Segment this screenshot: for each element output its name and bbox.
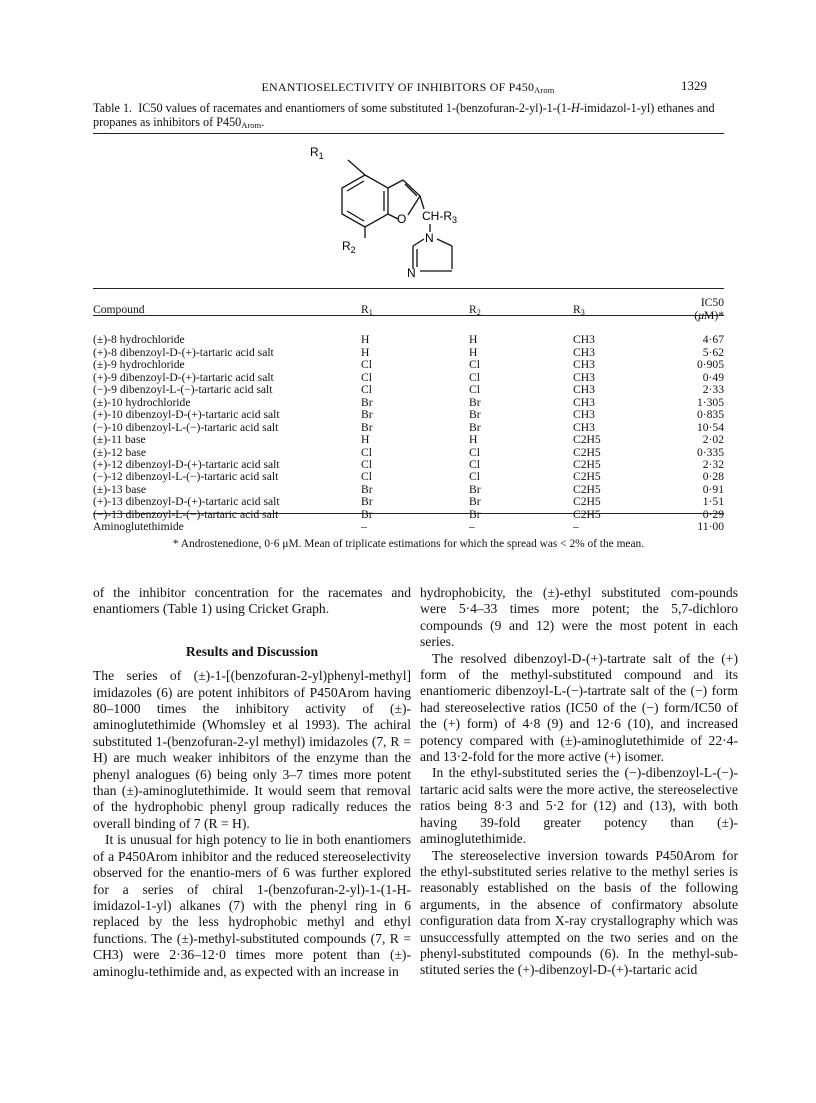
page-number: 1329 — [681, 78, 707, 93]
svg-text:O: O — [397, 212, 407, 226]
cell-r1: Cl — [361, 383, 372, 397]
cell-r2: Cl — [469, 370, 480, 384]
cell-r3: CH3 — [573, 370, 595, 384]
cell-r3: CH3 — [573, 345, 595, 359]
running-head: ENANTIOSELECTIVITY OF INHIBITORS OF $P450_{Arom}$ — [261, 80, 555, 95]
cell-r3: C2H5 — [573, 495, 601, 509]
cell-r3: CH3 — [573, 420, 595, 434]
table-row — [93, 384, 724, 396]
table-row — [93, 496, 724, 508]
cell-r1: Br — [361, 420, 373, 434]
cell-r3: CH3 — [573, 333, 595, 347]
cell-r2: Cl — [469, 457, 480, 471]
cell-ic50: 2·32 — [702, 457, 724, 471]
cell-r2: Cl — [469, 445, 480, 459]
paragraph: The resolved dibenzoyl-D-(+)-tartrate salt of the (+) form of the methyl-substituted compound and its enantiomeric dibenzoyl-L-(−)-tartrate salt of the (−) form had stereoselective ratios (IC50 of the (−) form/IC50 of the (+) form) of 4·8 (9) and 12·6 (10), and increased potency compared with (±)-aminoglutethimide of 22·4- and 13·2-fold for the more active (+) isomer. — [420, 650, 738, 765]
cell-compound: (±)-9 hydrochloride — [93, 358, 185, 372]
cell-compound: (±)-11 base — [93, 433, 146, 447]
svg-text:N: N — [425, 231, 434, 245]
cell-ic50: 0·28 — [702, 470, 724, 484]
cell-compound: (±)-8 hydrochloride — [93, 333, 185, 347]
cell-compound: (±)-13 base — [93, 482, 147, 496]
cell-r2: Br — [469, 482, 481, 496]
col-r1: $R_1$ — [361, 302, 373, 317]
ic50-table — [93, 296, 724, 534]
cell-r1: Cl — [361, 358, 372, 372]
table-bottom-rule — [93, 513, 724, 514]
table-top-rule — [93, 133, 724, 134]
cell-compound: (+)-10 dibenzoyl-D-(+)-tartaric acid salt — [93, 408, 280, 422]
table-row — [93, 422, 724, 434]
cell-compound: (+)-8 dibenzoyl-D-(+)-tartaric acid salt — [93, 345, 274, 359]
cell-r3: C2H5 — [573, 482, 601, 496]
cell-r2: Cl — [469, 358, 480, 372]
cell-r3: C2H5 — [573, 470, 601, 484]
table-row — [93, 471, 724, 483]
paragraph: hydrophobicity, the (±)-ethyl substituted com-pounds were 5·4–33 times more potent; the 5,7-dichloro compounds (9 and 12) were the most potent in each series. — [420, 585, 738, 650]
table-row — [93, 509, 724, 521]
cell-compound: (±)-12 base — [93, 445, 147, 459]
table-row — [93, 359, 724, 371]
cell-r2: Br — [469, 495, 481, 509]
col-r3: $R_3$ — [573, 302, 585, 317]
cell-r1: Cl — [361, 370, 372, 384]
cell-r2: Br — [469, 507, 481, 521]
table-row — [93, 347, 724, 359]
cell-r2: Br — [469, 395, 481, 409]
table-row — [93, 409, 724, 421]
cell-compound: Aminoglutethimide — [93, 520, 184, 534]
table-row — [93, 434, 724, 446]
cell-r2: H — [469, 345, 478, 359]
cell-r1: Br — [361, 395, 373, 409]
cell-ic50: 0·91 — [702, 482, 724, 496]
cell-r3: CH3 — [573, 408, 595, 422]
cell-r2: Br — [469, 408, 481, 422]
cell-r1: Br — [361, 482, 373, 496]
cell-ic50: 0·905 — [696, 358, 724, 372]
table-footnote: * Androstenedione, 0·6 μM. Mean of triplicate estimations for which the spread was < 2% of the mean. — [172, 538, 645, 550]
cell-ic50: 1·305 — [696, 395, 724, 409]
cell-r1: Cl — [361, 470, 372, 484]
cell-r3: CH3 — [573, 383, 595, 397]
chemical-structure — [300, 143, 500, 283]
cell-r3: C2H5 — [573, 507, 601, 521]
table-caption: Table 1. IC50 values of racemates and enantiomers of some substituted 1-(benzofuran-2-yl)-1-(1-H-imidazol-1-yl) ethanes and propanes as inhibitors of $P450_{Arom}$. — [93, 101, 715, 130]
cell-r1: H — [361, 333, 370, 347]
svg-text:R2: $R_2$ — [342, 239, 356, 255]
body-column-left — [93, 585, 411, 980]
cell-r2: – — [469, 520, 475, 534]
cell-ic50: 2·02 — [702, 433, 724, 447]
col-compound: Compound — [93, 302, 145, 316]
cell-r2: Cl — [469, 470, 480, 484]
col-ic50: IC50 (μM)* — [694, 296, 724, 322]
paragraph: The stereoselective inversion towards P450Arom for the ethyl-substituted series relative to the methyl series is reasonably established on the basis of the following arguments, in the absence of confirmatory absolute configuration data from X-ray crystallography which was unsuccessfully attempted on the two series and on the phenyl-substituted compounds (6). In the methyl-sub-stituted series the (+)-dibenzoyl-D-(+)-tartaric acid — [420, 847, 738, 978]
cell-r1: – — [361, 520, 367, 534]
cell-r1: H — [361, 433, 370, 447]
cell-ic50: 0·29 — [702, 507, 724, 521]
cell-r3: C2H5 — [573, 433, 601, 447]
cell-compound: (−)-10 dibenzoyl-L-(−)-tartaric acid salt — [93, 420, 279, 434]
col-r2: $R_2$ — [469, 302, 481, 317]
cell-r1: Cl — [361, 457, 372, 471]
section-heading: Results and Discussion — [185, 643, 319, 659]
cell-r3: – — [573, 520, 579, 534]
cell-r2: Cl — [469, 383, 480, 397]
cell-ic50: 4·67 — [702, 333, 724, 347]
table-row — [93, 521, 724, 533]
cell-compound: (−)-9 dibenzoyl-L-(−)-tartaric acid salt — [93, 383, 273, 397]
cell-r3: CH3 — [573, 395, 595, 409]
cell-ic50: 2·33 — [702, 383, 724, 397]
paragraph: In the ethyl-substituted series the (−)-dibenzoyl-L-(−)-tartaric acid salts were the more active, the stereoselective ratios being 8·3 and 5·2 for (12) and (13), with both having 39-fold greater potency than (±)-aminoglutethimide. — [420, 765, 738, 847]
cell-r1: Br — [361, 408, 373, 422]
cell-compound: (+)-9 dibenzoyl-D-(+)-tartaric acid salt — [93, 370, 274, 384]
paragraph: The series of (±)-1-[(benzofuran-2-yl)phenyl-methyl] imidazoles (6) are potent inhibitors of P450Arom having 80–1000 times the inhibitory activity of (±)-aminoglutethimide (Whomsley et al 1993). The achiral substituted 1-(benzofuran-2-yl methyl) imidazoles (7, R = H) are much weaker inhibitors of the enzyme than the phenyl analogues (6) being only 3–7 times more potent than (±)-aminoglutethimide. It would seem that removal of the hydrophobic phenyl group radically reduces the overall binding of 7 (R = H). — [93, 668, 411, 831]
cell-ic50: 0·335 — [696, 445, 724, 459]
cell-ic50: 0·835 — [696, 408, 724, 422]
cell-r1: Cl — [361, 445, 372, 459]
cell-r2: Br — [469, 420, 481, 434]
paragraph: of the inhibitor concentration for the racemates and enantiomers (Table 1) using Cricket Graph. — [93, 585, 411, 617]
cell-compound: (−)-13 dibenzoyl-L-(−)-tartaric acid salt — [93, 507, 279, 521]
cell-r1: Br — [361, 507, 373, 521]
svg-text:CH-R3: $CH-R_3$ — [422, 209, 458, 225]
svg-text:R1: $R_1$ — [310, 145, 324, 161]
cell-r1: Br — [361, 495, 373, 509]
cell-r2: H — [469, 433, 478, 447]
cell-ic50: 1·51 — [702, 495, 724, 509]
cell-compound: (±)-10 hydrochloride — [93, 395, 191, 409]
cell-r3: C2H5 — [573, 445, 601, 459]
cell-r1: H — [361, 345, 370, 359]
svg-text:N: N — [407, 266, 416, 280]
cell-r2: H — [469, 333, 478, 347]
table-header-top-rule — [93, 288, 724, 289]
caption-label: Table 1. — [93, 101, 133, 115]
cell-ic50: 11·00 — [697, 520, 724, 534]
cell-ic50: 5·62 — [702, 345, 724, 359]
cell-r3: C2H5 — [573, 457, 601, 471]
cell-compound: (+)-13 dibenzoyl-D-(+)-tartaric acid salt — [93, 495, 280, 509]
cell-ic50: 10·54 — [696, 420, 724, 434]
cell-r3: CH3 — [573, 358, 595, 372]
cell-compound: (+)-12 dibenzoyl-D-(+)-tartaric acid salt — [93, 457, 280, 471]
cell-ic50: 0·49 — [702, 370, 724, 384]
body-column-right — [420, 585, 738, 979]
cell-compound: (−)-12 dibenzoyl-L-(−)-tartaric acid salt — [93, 470, 279, 484]
paragraph: It is unusual for high potency to lie in both enantiomers of a P450Arom inhibitor and the reduced stereoselectivity observed for the enantio-mers of 6 was further explored for a series of chiral 1-(benzofuran-2-yl)-1-(1-H-imidazol-1-yl) alkanes (7) with the phenyl ring in 6 replaced by the less hydrophobic methyl and ethyl functions. The (±)-methyl-substituted compounds (7, R = CH3) were 2·36–12·0 times more potent than (±)-aminoglu-tethimide and, as expected with an increase in — [93, 832, 411, 979]
